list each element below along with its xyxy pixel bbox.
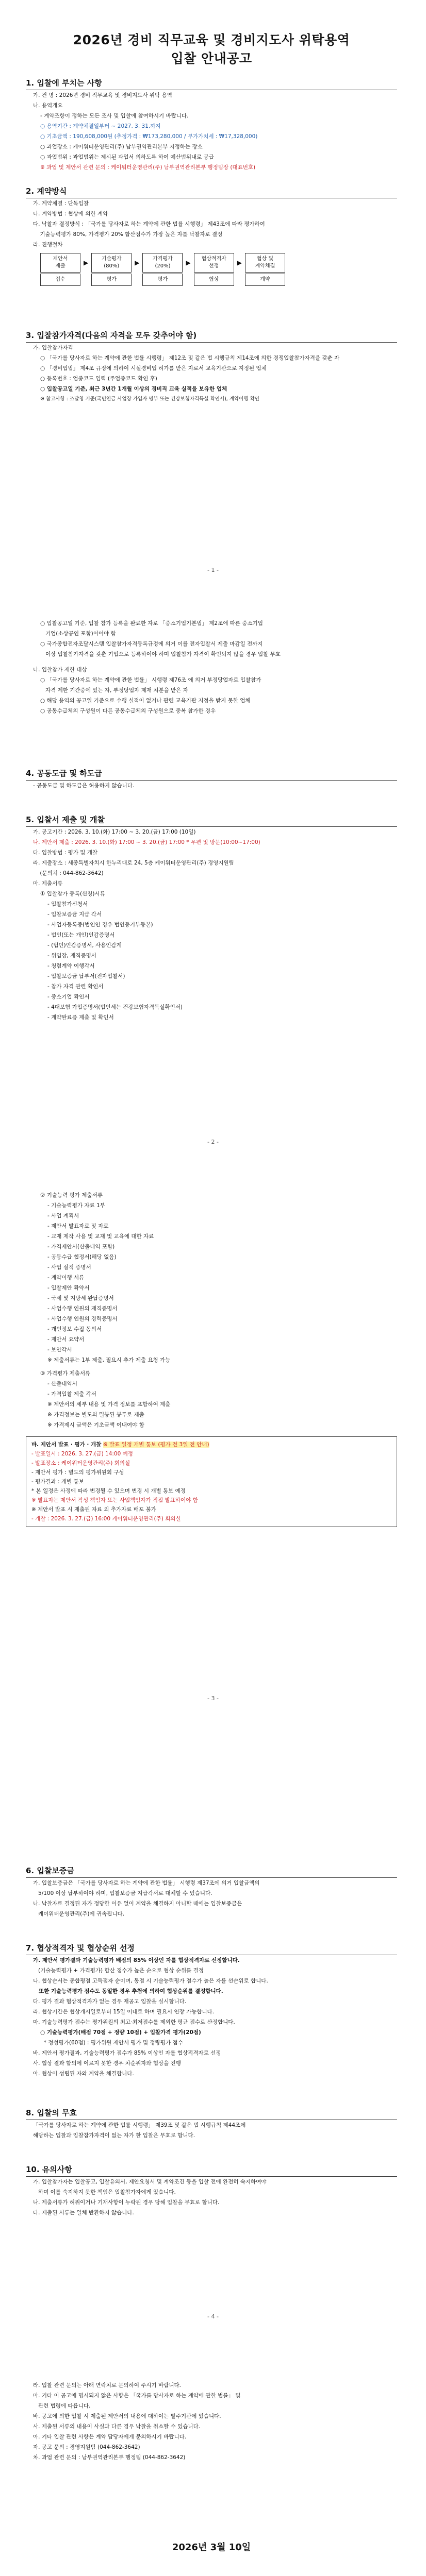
s10b-line-7: 차. 과업 관련 문의 : 남부권역관리본부 행정팀 (044-862-3642) bbox=[33, 2454, 186, 2461]
s2-line-3: 기술능력평가 80%, 가격평가 20% 합산점수가 가장 높은 자를 낙찰자로 결정 bbox=[33, 231, 223, 238]
doc-item: - 중소기업 확인서 bbox=[47, 994, 90, 1000]
flow-step-2: 기술평가 (80%) bbox=[91, 253, 132, 273]
section-8 bbox=[26, 2107, 397, 2141]
s10b-line-3: 바. 공고에 의한 입찰 시 제출된 제안서의 내용에 대하여는 발주기관에 있습니다. bbox=[33, 2413, 221, 2419]
flow-sub-1: 접수 bbox=[40, 274, 80, 286]
s8-line-1: 해당하는 입찰과 입찰참가자격이 없는 자가 한 입찰은 무효로 합니다. bbox=[33, 2132, 195, 2139]
section-7 bbox=[26, 1942, 397, 2079]
s10-line-2: 나. 제출서류가 허위이거나 기재사항이 누락된 경우 당해 입찰을 무효로 합니다. bbox=[33, 2199, 220, 2206]
arrow-icon: ▶ bbox=[135, 259, 140, 266]
s10-line-1: 하며 이를 숙지하지 못한 책임은 입찰참가자에게 있습니다. bbox=[33, 2189, 176, 2195]
s6-line-0: 가. 입찰보증금은 「국가를 당사자로 하는 계약에 관한 법률」 시행령 제37조에 의거 입찰금액의 bbox=[33, 1880, 260, 1886]
s10b-line-6: 자. 공고 문의 : 경영지원팀 (044-862-3642) bbox=[33, 2444, 140, 2450]
box-line: - 발표장소 : 케이워터운영관리(주) 회의실 bbox=[31, 1460, 130, 1466]
s6-line-2: 나. 낙찰자로 결정된 자가 정당한 이유 없이 계약을 체결하지 아니할 때에는 입찰보증금은 bbox=[33, 1901, 242, 1907]
doc-item: - (법인)인감증명서, 사용인감계 bbox=[47, 942, 122, 948]
doc-item: - 계약이행 서류 bbox=[47, 1275, 85, 1281]
s3b-line-0: ○ 입찰공고일 기준, 입찰 참가 등록을 완료한 자로 「중소기업기본법」 제2조에 따른 중소기업 bbox=[40, 620, 263, 626]
s3-line-3: ○ 등록번호 : 업종코드 입력 (주업종코드 확인 후) bbox=[40, 376, 157, 382]
section-2-heading: 2. 계약방식 bbox=[26, 185, 397, 198]
doc-item: - 제안서 요약서 bbox=[47, 1336, 85, 1343]
s3-line-2: ○ 「경비업법」 제4조 규정에 의하여 시설경비업 허가를 받은 자로서 교육기관으로 지정된 업체 bbox=[40, 365, 267, 371]
doc-item: - 계약완료증 제출 및 확인서 bbox=[47, 1014, 114, 1021]
section-3 bbox=[26, 330, 397, 404]
doc-item: - 보안각서 bbox=[47, 1347, 72, 1353]
doc-item: - 기술능력평가 자료 1부 bbox=[47, 1202, 105, 1209]
s2-line-4: 라. 진행절차 bbox=[33, 242, 63, 248]
s3c-line-1: 자격 제한 기간중에 있는 자, 부정당업자 제재 처분을 받은 자 bbox=[40, 687, 188, 693]
s10-line-0: 가. 입찰참가자는 입찰공고, 입찰유의서, 제안요청서 및 계약조건 등을 입찰 전에 완전히 숙지하여야 bbox=[33, 2179, 267, 2185]
section-4 bbox=[26, 768, 397, 791]
s2-line-1: 나. 계약방법 : 협상에 의한 계약 bbox=[33, 211, 108, 217]
docs-list-3 bbox=[26, 1379, 397, 1430]
section-3-heading: 3. 입찰참가자격(다음의 자격을 모두 갖추어야 함) bbox=[26, 330, 397, 343]
doc-item: ※ 가격정보는 별도의 밀봉된 봉투로 제출 bbox=[47, 1412, 144, 1418]
s3b-line-1: 기업(소상공인 포함)이어야 함 bbox=[40, 631, 116, 637]
s7-line-11: 아. 협상이 성립된 자와 계약을 체결합니다. bbox=[33, 2071, 134, 2077]
s6-line-1: 5/100 이상 납부하여야 하며, 입찰보증금 지급각서로 대체할 수 있습니다. bbox=[33, 1890, 212, 1896]
doc-item: - 개인정보 수집 동의서 bbox=[47, 1326, 102, 1332]
doc-note: ※ 제출서류는 1부 제출, 필요시 추가 제출 요청 가능 bbox=[47, 1357, 171, 1363]
doc-item: - 산출내역서 bbox=[47, 1381, 77, 1387]
doc-item: - 국세 및 지방세 완납증명서 bbox=[47, 1295, 114, 1301]
docs-list-1 bbox=[26, 899, 397, 1023]
doc-item: - 입찰보증금 납부서(전자입찰서) bbox=[47, 973, 125, 979]
doc-item: - 입찰보증금 지급 각서 bbox=[47, 911, 102, 918]
issuer-name bbox=[26, 2574, 397, 2576]
s10b-line-4: 사. 제출된 서류의 내용이 사실과 다른 경우 낙찰을 취소할 수 있습니다. bbox=[33, 2424, 201, 2430]
s5b-sub2: ② 기술능력 평가 제출서류 bbox=[40, 1192, 103, 1198]
s1-line-1: 나. 용역개요 bbox=[33, 103, 63, 109]
presentation-box bbox=[26, 1436, 397, 1527]
s7-line-10: 사. 협상 결과 합의에 이르지 못한 경우 차순위자와 협상을 진행 bbox=[33, 2060, 181, 2066]
s5-line-4: (문의처 : 044-862-3642) bbox=[33, 870, 104, 876]
section-5 bbox=[26, 814, 397, 1023]
s1-line-4: ○ 기초금액 : 190,608,000원 (추정가격 : ₩173,280,000 / 부가가치세 : ₩17,328,000) bbox=[40, 133, 258, 140]
box-line: - 제안서 평가 : 별도의 평가위원회 구성 bbox=[31, 1469, 124, 1476]
arrow-icon: ▶ bbox=[186, 259, 191, 266]
s7-line-9: 바. 제안서 평가결과, 기술능력평가 점수가 85% 이상인 자를 협상적격자로 선정 bbox=[33, 2050, 221, 2056]
s5-line-0: 가. 공고기간 : 2026. 3. 10.(화) 17:00 ~ 3. 20.(금) 17:00 (10일) bbox=[33, 829, 196, 835]
box-title: 바. 제안서 발표 · 평가 · 개찰 bbox=[31, 1442, 102, 1448]
docs-list-2 bbox=[26, 1200, 397, 1365]
s5-line-2: 다. 입찰방법 : 평가 및 개찰 bbox=[33, 850, 97, 856]
s7-line-0: 가. 제안서 평가결과 기술능력평가 배점의 85% 이상인 자를 협상적격자로 선정합니다. bbox=[33, 1957, 240, 1963]
doc-item: - 가격입찰 제출 각서 bbox=[47, 1391, 96, 1397]
box-line: * 본 일정은 사정에 따라 변경될 수 있으며 변경 시 개별 통보 예정 bbox=[31, 1488, 186, 1494]
section-10 bbox=[26, 2164, 397, 2218]
arrow-icon: ▶ bbox=[84, 259, 89, 266]
box-line-red: - 개찰 : 2026. 3. 27.(금) 16:00 케이워터운영관리(주) 회의실 bbox=[31, 1516, 181, 1522]
s5b-sub3: ③ 가격평가 제출서류 bbox=[40, 1370, 91, 1377]
s3-line-1: ○ 「국가를 당사자로 하는 계약에 관한 법률 시행령」 제12조 및 같은 법 시행규칙 제14조에 의한 경쟁입찰참가자격을 갖춘 자 bbox=[40, 355, 340, 361]
s6-line-3: 케이워터운영관리(주)에 귀속됩니다. bbox=[33, 1911, 125, 1917]
doc-item: - 사업자등록증(법인인 경우 법인등기부등본) bbox=[47, 922, 153, 928]
doc-item: - 사업수행 인원의 재직증명서 bbox=[47, 1306, 118, 1312]
s7-line-4: 다. 평가 결과 협상적격자가 없는 경우 재공고 입찰을 실시합니다. bbox=[33, 1998, 187, 2005]
doc-item: - 공동수급 협정서(해당 없음) bbox=[47, 1254, 117, 1260]
section-6 bbox=[26, 1865, 397, 1919]
page-number: - 4 - bbox=[207, 2313, 219, 2320]
s10b-line-0: 라. 입찰 관련 문의는 아래 연락처로 문의하여 주시기 바랍니다. bbox=[33, 2382, 181, 2388]
flow-step-5: 협상 및 계약체결 bbox=[245, 253, 285, 273]
s3c-line-3: ○ 공동수급체의 구성원이 다른 공동수급체의 구성원으로 중복 참가한 경우 bbox=[40, 708, 216, 714]
doc-item: - 사업 실적 증명서 bbox=[47, 1264, 91, 1270]
section-6-heading: 6. 입찰보증금 bbox=[26, 1865, 397, 1878]
flow-sub-4: 협상 bbox=[194, 274, 234, 286]
s7-line-7: ○ 기술능력평가(배점 70점 + 정량 10점) + 입찰가격 평가(20점) bbox=[40, 2029, 201, 2036]
section-2 bbox=[26, 185, 397, 286]
signature-block bbox=[26, 2540, 397, 2576]
doc-item: - 청렴계약 이행각서 bbox=[47, 963, 95, 969]
s3-line-0: 가. 입찰참가자격 bbox=[33, 345, 73, 351]
section-8-heading: 8. 입찰의 무효 bbox=[26, 2107, 397, 2120]
page-number: - 2 - bbox=[207, 1139, 219, 1145]
flow-step-3: 가격평가 (20%) bbox=[142, 253, 183, 273]
s2-line-0: 가. 계약체결 : 단독입찰 bbox=[33, 200, 89, 207]
s1-line-5: ○ 과업장소 : 케이워터운영관리(주) 남부권역관리본부 지정하는 장소 bbox=[40, 144, 203, 150]
s7-line-3: 또한 기술능력평가 점수도 동일한 경우 추첨에 의하여 협상순위를 결정합니다. bbox=[33, 1988, 223, 1994]
section-1-heading: 1. 입찰에 부치는 사항 bbox=[26, 77, 397, 90]
flow-sub-5: 계약 bbox=[245, 274, 285, 286]
s10b-line-1: 마. 기타 이 공고에 명시되지 않은 사항은 「국가를 당사자로 하는 계약에 관한 법률」 및 bbox=[33, 2393, 241, 2399]
flow-step-1: 제안서 제출 bbox=[40, 253, 80, 273]
s10b-line-2: 관련 법령에 따릅니다. bbox=[33, 2403, 91, 2409]
section-3-cont bbox=[26, 618, 397, 716]
box-line: ※ 발표자는 제안서 작성 책임자 또는 사업책임자가 직접 발표하여야 함 bbox=[31, 1497, 198, 1503]
s3b-line-2: ○ 국가종합전자조달시스템 입찰참가자격등록규정에 의거 이를 전자입찰서 제출 마감일 전까지 bbox=[40, 641, 263, 647]
s5-line-5: 마. 제출서류 bbox=[33, 880, 63, 887]
doc-item: - 입찰제안 확약서 bbox=[47, 1285, 90, 1291]
notice-title: 2026년 경비 직무교육 및 경비지도사 위탁용역 입찰 안내공고 bbox=[73, 32, 350, 66]
s2-line-2: 다. 낙찰자 결정방식 : 「국가를 당사자로 하는 계약에 관한 법률 시행령」 제43조에 따라 평가하여 bbox=[33, 221, 265, 227]
box-line: ※ 제안서 발표 시 제출된 자료 외 추가자료 배포 불가 bbox=[31, 1506, 156, 1513]
section-5-heading: 5. 입찰서 제출 및 개찰 bbox=[26, 814, 397, 827]
box-line: - 평가결과 : 개별 통보 bbox=[31, 1479, 84, 1485]
s3c-heading: 나. 입찰참가 제한 대상 bbox=[33, 667, 87, 673]
section-5-cont bbox=[26, 1190, 397, 1527]
section-10-heading: 10. 유의사항 bbox=[26, 2164, 397, 2177]
s3c-line-0: ○ 「국가를 당사자로 하는 계약에 관한 법률」 시행령 제76조 에 의거 부정당업자로 입찰참가 bbox=[40, 677, 261, 683]
doc-item: - 사업수행 인원의 경력증명서 bbox=[47, 1316, 118, 1322]
box-highlight: ※ 발표 일정 개별 통보 (평가 전 3일 전 안내) bbox=[103, 1442, 209, 1448]
s5-line-1: 나. 제안서 제출 : 2026. 3. 10.(화) 17:00 ~ 3. 20.(금) 17:00 * 우편 및 방문(10:00~17:00) bbox=[33, 839, 260, 845]
doc-item: - 입찰참가신청서 bbox=[47, 901, 88, 907]
procedure-flow-sub bbox=[26, 274, 397, 286]
doc-item: ※ 가격제시 금액은 기초금액 이내여야 함 bbox=[47, 1422, 144, 1428]
s4-line-0: - 공동도급 및 하도급은 허용하지 않습니다. bbox=[33, 783, 135, 789]
s1-line-7: ※ 과업 및 제안서 관련 문의 : 케이워터운영관리(주) 남부권역관리본부 행정팀장 (대표번호) bbox=[40, 164, 256, 171]
page-number: - 1 - bbox=[207, 567, 219, 573]
s1-line-0: 가. 건 명 : 2026년 경비 직무교육 및 경비지도사 위탁 용역 bbox=[33, 92, 172, 98]
section-7-heading: 7. 협상적격자 및 협상순위 선정 bbox=[26, 1942, 397, 1955]
doc-item: - 사업 계획서 bbox=[47, 1213, 79, 1219]
doc-item: - 참가 자격 관련 확인서 bbox=[47, 984, 104, 990]
section-10-cont bbox=[26, 2380, 397, 2463]
s3-line-5: ※ 참고사항 : 조달청 기준(국민연금 사업장 가입자 명부 또는 건강보험자격득실 확인서), 계약이행 확인 bbox=[40, 396, 259, 402]
s7-line-2: 나. 협상순서는 종합평점 고득점자 순이며, 동점 시 기술능력평가 점수가 높은 자를 선순위로 합니다. bbox=[33, 1978, 268, 1984]
doc-item: - 4대보험 가입증명서(법인세는 건강보험자격득실확인서) bbox=[47, 1004, 183, 1010]
section-1 bbox=[26, 77, 397, 173]
s8-line-0: 「국가를 당사자로 하는 계약에 관한 법률 시행령」 제39조 및 같은 법 시행규칙 제44조에 bbox=[33, 2122, 246, 2128]
s7-line-5: 라. 협상기간은 협상개시일로부터 15일 이내로 하며 필요시 연장 가능합니다. bbox=[33, 2009, 215, 2015]
s10b-line-5: 아. 기타 입찰 관련 사항은 계약 담당자에게 문의하시기 바랍니다. bbox=[33, 2434, 187, 2440]
arrow-icon: ▶ bbox=[237, 259, 242, 266]
notice-date: 2026년 3월 10일 bbox=[172, 2542, 251, 2553]
box-line: - 발표일시 : 2026. 3. 27.(금) 14:00 예정 bbox=[31, 1451, 133, 1457]
flow-sub-3: 평가 bbox=[142, 274, 183, 286]
s7-line-1: (기술능력평가 + 가격평가) 합산 점수가 높은 순으로 협상 순위를 결정 bbox=[33, 1968, 204, 1974]
s3c-line-2: ○ 해당 용역의 공고일 기준으로 수행 실적이 없거나 관련 교육기관 지정을 받지 못한 업체 bbox=[40, 698, 251, 704]
s7-line-6: 마. 기술능력평가 점수는 평가위원의 최고·최저점수를 제외한 평균 점수로 산정합니다. bbox=[33, 2019, 235, 2025]
s3b-line-3: 이상 입찰참가자격을 갖춘 기업으로 등록하여야 하며 입찰참가 자격이 확인되지 않을 경우 입찰 무효 bbox=[40, 651, 281, 657]
section-4-heading: 4. 공동도급 및 하도급 bbox=[26, 768, 397, 781]
doc-item: - 법인(또는 개인)인감증명서 bbox=[47, 932, 115, 938]
s1-line-3: ○ 용역기간 : 계약체결일부터 ~ 2027. 3. 31.까지 bbox=[40, 123, 161, 129]
s3-line-4: ○ 입찰공고일 기준, 최근 3년간 1개월 이상의 경비직 교육 실적을 보유한 업체 bbox=[40, 386, 227, 392]
doc-item: ※ 제안서의 세부 내용 및 가격 정보를 포함하여 제출 bbox=[47, 1401, 171, 1408]
flow-step-4: 협상적격자 선정 bbox=[194, 253, 234, 273]
page-number: - 3 - bbox=[207, 1695, 219, 1702]
s1-line-2: - 계약조항이 정하는 모든 조사 및 입찰에 참여하시기 바랍니다. bbox=[40, 113, 189, 119]
doc-item: - 위임장, 재직증명서 bbox=[47, 953, 96, 959]
s10-line-3: 다. 제출된 서류는 일체 반환하지 않습니다. bbox=[33, 2210, 134, 2216]
doc-item: - 교재 제작 사용 및 교재 및 교육에 대한 자료 bbox=[47, 1233, 154, 1240]
s5-line-3: 라. 제출장소 : 세종특별자치시 한누리대로 24, 5층 케이워터운영관리(주) 경영지원팀 bbox=[33, 860, 234, 866]
s1-line-6: ○ 과업범위 : 과업범위는 제시된 과업서 의하도록 하여 예산범위내로 공급 bbox=[40, 154, 214, 160]
doc-item: - 가격제안서(산출내역 포함) bbox=[47, 1244, 115, 1250]
s7-line-8: * 정성평가(60점) : 평가위원 제안서 평가 및 정량평가 점수 bbox=[40, 2040, 183, 2046]
doc-item: - 제안서 발표자료 및 자료 bbox=[47, 1223, 109, 1229]
s5-line-6: ① 입찰참가 등록(신청)서류 bbox=[40, 891, 105, 897]
flow-sub-2: 평가 bbox=[91, 274, 132, 286]
procedure-flow bbox=[26, 253, 397, 273]
